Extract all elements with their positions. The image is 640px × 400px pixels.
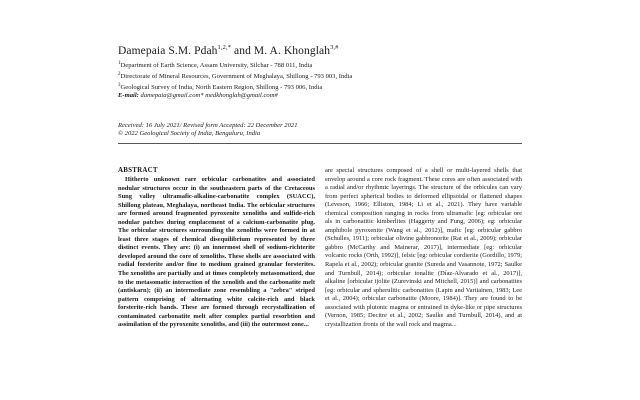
publication-dates [118, 122, 298, 139]
affiliations [118, 60, 518, 101]
affiliation-1-sup: 1 [118, 61, 121, 66]
author-1-sup: 1,2,* [217, 44, 232, 51]
author-1: Damepaia S.M. Pdah [118, 44, 218, 57]
email-label: E-mail: [118, 92, 139, 100]
affiliation-2 [118, 71, 518, 82]
affiliation-3-sup: 3 [118, 82, 121, 88]
email-link[interactable]: damepaia@gmail.com* medkhonglah@gmail.com# [140, 92, 278, 100]
abstract-heading: ABSTRACT [118, 166, 158, 174]
author-line [118, 44, 339, 57]
body-text: are special structures composed of a shell or multi-layered shells that envelop around a core rock fragment. These cores are often associated with a radial and/or rhythmic layerings. The structure of the orbicules can vary from perfect spherical bodies to deformed ellipsoidal or flattened shapes (Leveson, 1966; Elliston, 1984; Li et al., 2021). They have variable chemical composition ranging in rocks from ultramafic [eg: orbicular ore als in carbonatitic kimberlites (Haggerty and Fung, 2006); eg: orbicular amphibole pyroxenite (Wang et al., 2012)], mafic [eg: orbicular gabbro (Schulles, 1911); orbicular olivine gabbronorite (Rai et al., 2009); orbicular gabbro (McCarthy and Mainerar, 2017)], intermediate [eg: orbicular volcanic rocks (Orth, 1992)], felsic [eg: orbicular cordierite (Gordillo, 1979; Rapela et al., 2002); orbicular granite (Sureda and Vasannote, 1972; Saulke and Turnbull, 2014); orbicular tonalite (Díaz-Alvarado et al., 2017)], alkaline [orbicular ijolite (Zurevinski and Mitchell, 2015)] and carbonatites [eg: orbicular and spherulitic carbonatites (Lapin and Vartiainen, 1983; Lee et al., 2004); orbicular carbonatite (Moore, 1984)]. They are found to be associated with plutonic magma or entrained in dyke-like or pipe structures (Vernon, 1985; Decitre et al., 2002; Saulke and Turnbull, 2014), and at crystallization fronts of the wall rock and magma... [325, 167, 522, 328]
author-2-sup: 3,# [330, 44, 339, 51]
affiliation-1-text: Department of Earth Science, Assam University, Silchar - 788 011, India [120, 62, 313, 70]
affiliation-3-text: Geological Survey of India, North Eastern Region, Shillong - 793 006, India [120, 83, 323, 91]
copyright-line: © 2022 Geological Society of India, Bengaluru, India [118, 130, 261, 138]
email-line [118, 92, 518, 101]
body-column-right [325, 167, 522, 329]
header-divider [118, 143, 522, 144]
author-conjunction: and [231, 44, 254, 57]
affiliation-2-sup: 2 [118, 71, 121, 77]
affiliation-2-text: Directorate of Mineral Resources, Government of Meghalaya, Shillong - 793 003, India [120, 72, 353, 80]
author-2: M. A. Khonglah [253, 44, 331, 57]
affiliation-3 [118, 82, 518, 93]
affiliation-1 [118, 60, 518, 71]
abstract-text: Hitherto unknown rare orbicular carbonatites and associated nodular structures occur in the southeastern parts of the Cretaceous Sung valley ultramafic-alkaline-carbonatite complex (SUACC), Shillong plateau, Meghalaya, northeast India. The orbicular structures are formed around fragmented pyroxenite xenoliths and sulfide-rich nodular patches during emplacement of a calcium-carbonatite plug. The orbicular structures surrounding the xenoliths were formed in at least three stages of chemical disequilibrium represented by three distinct events. They are: (i) an innermost shell of sodium-richterite developed around the core of xenoliths. These shells are associated with radial forsterite and/or fine to medium grained granular forsterites. The xenoliths are partially and at times completely metasomatized, due to the metasomatic interaction of the xenolith and the carbonatite melt (antiskarn); (ii) an intermediate zone resembling a "zebra" striped pattern comprising of alternating white calcite-rich and black forsterite-rich bands. These are formed through recrystallization of contaminated carbonatite melt after complex partial resorbtion and assimilation of the pyroxenite xenoliths, and (iii) the outermost zone... [118, 176, 315, 329]
received-date: Received: 16 July 2021/ Revised form Accepted: 22 December 2021 [118, 122, 298, 129]
abstract-column [118, 176, 315, 330]
